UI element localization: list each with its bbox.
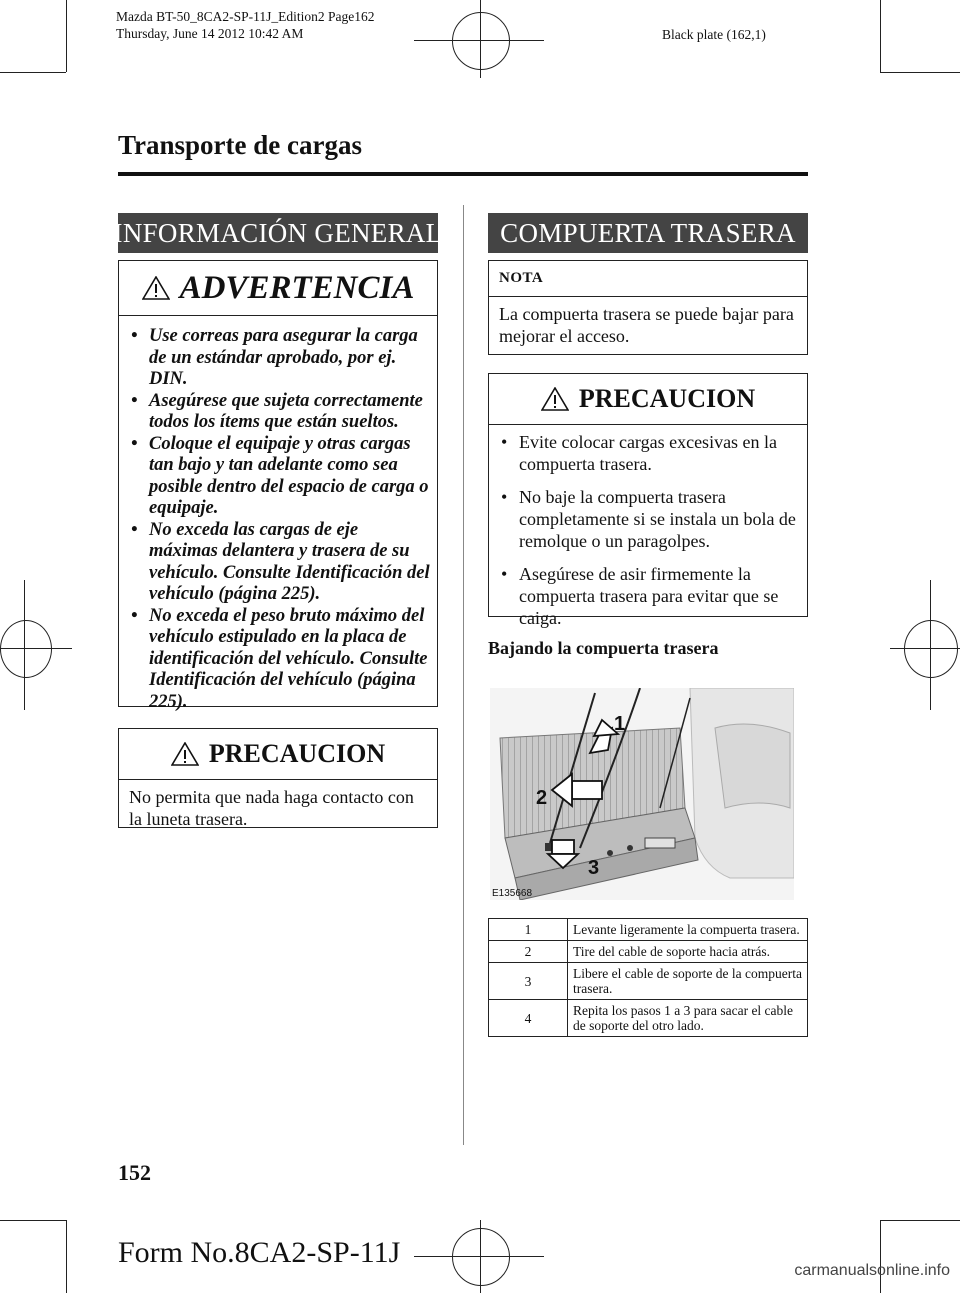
doc-info-line1: Mazda BT-50_8CA2-SP-11J_Edition2 Page162 [116,9,375,24]
title-rule [118,172,808,176]
caution-item: • No baje la compuerta trasera completamente si se instala un bola de remolque o un paragolpes. [489,486,799,552]
table-row [489,963,808,1000]
caution-box-right [488,373,808,628]
page-number: 152 [118,1160,151,1185]
step-number: 4 [489,1000,568,1037]
steps-table [488,918,808,1037]
table-row [489,919,808,941]
watermark: carmanualsonline.info [794,1262,950,1279]
plate-info: Black plate (162,1) [662,27,766,42]
warning-triangle-icon [541,387,569,411]
section-title: Transporte de cargas [118,130,362,160]
step-text: Libere el cable de soporte de la compuerta trasera. [568,963,808,1000]
step-number: 2 [489,941,568,963]
figure-code: E135668 [492,888,533,899]
note-box [488,260,808,355]
warning-item: • No exceda el peso bruto máximo del vehículo estipulado en la placa de identificación del vehículo. Consulte Identificación del vehículo (página 225). [119,606,431,714]
caution-text-left: No permita que nada haga contacto con la luneta trasera. [119,779,437,830]
doc-info-line2: Thursday, June 14 2012 10:42 AM [116,26,304,41]
warning-item: • Asegúrese que sujeta correctamente todos los ítems que están sueltos. [119,391,431,434]
warning-triangle-icon [142,276,170,300]
caution-item: • Asegúrese de asir firmemente la compuerta trasera para evitar que se caiga. [489,563,799,629]
step-text: Repita los pasos 1 a 3 para sacar el cable de soporte del otro lado. [568,1000,808,1037]
caution-box-left [118,728,438,828]
column-divider [463,205,464,1145]
caution-heading-left: PRECAUCION [208,739,386,768]
warning-box [118,260,438,712]
subheading-lowering-tailgate: Bajando la compuerta trasera [488,638,719,658]
form-number: Form No.8CA2-SP-11J [118,1236,401,1269]
warning-item: • No exceda las cargas de eje máximas delantera y trasera de su vehículo. Consulte Identificación del vehículo (página 225). [119,520,431,606]
note-text: La compuerta trasera se puede bajar para mejorar el acceso. [499,304,794,346]
warning-item: • Use correas para asegurar la carga de un estándar aprobado, por ej. DIN. [119,326,431,391]
step-text: Tire del cable de soporte hacia atrás. [568,941,808,963]
warning-triangle-icon [171,742,199,766]
step-text: Levante ligeramente la compuerta trasera. [568,919,808,941]
warning-item: • Coloque el equipaje y otras cargas tan bajo y tan adelante como sea posible dentro del espacio de carga o equipaje. [119,434,431,520]
note-label: NOTA [489,261,807,297]
banner-general-info: INFORMACIÓN GENERAL [118,213,438,253]
banner-tailgate: COMPUERTA TRASERA [488,213,808,253]
step-number: 3 [489,963,568,1000]
tailgate-drawing [490,688,794,900]
caution-item: • Evite colocar cargas excesivas en la compuerta trasera. [489,431,799,475]
caution-header-left [119,729,437,779]
warning-header [119,261,437,316]
callout-3: 3 [588,857,600,879]
callout-1: 1 [614,713,626,735]
caution-header-right [489,374,807,424]
doc-info [116,8,375,42]
caution-list-right [489,424,807,629]
warning-heading: ADVERTENCIA [179,269,415,306]
table-row [489,941,808,963]
table-row [489,1000,808,1037]
tailgate-illustration [490,688,794,900]
step-number: 1 [489,919,568,941]
caution-heading-right: PRECAUCION [578,384,756,413]
warning-list [119,326,437,713]
callout-2: 2 [536,787,548,809]
